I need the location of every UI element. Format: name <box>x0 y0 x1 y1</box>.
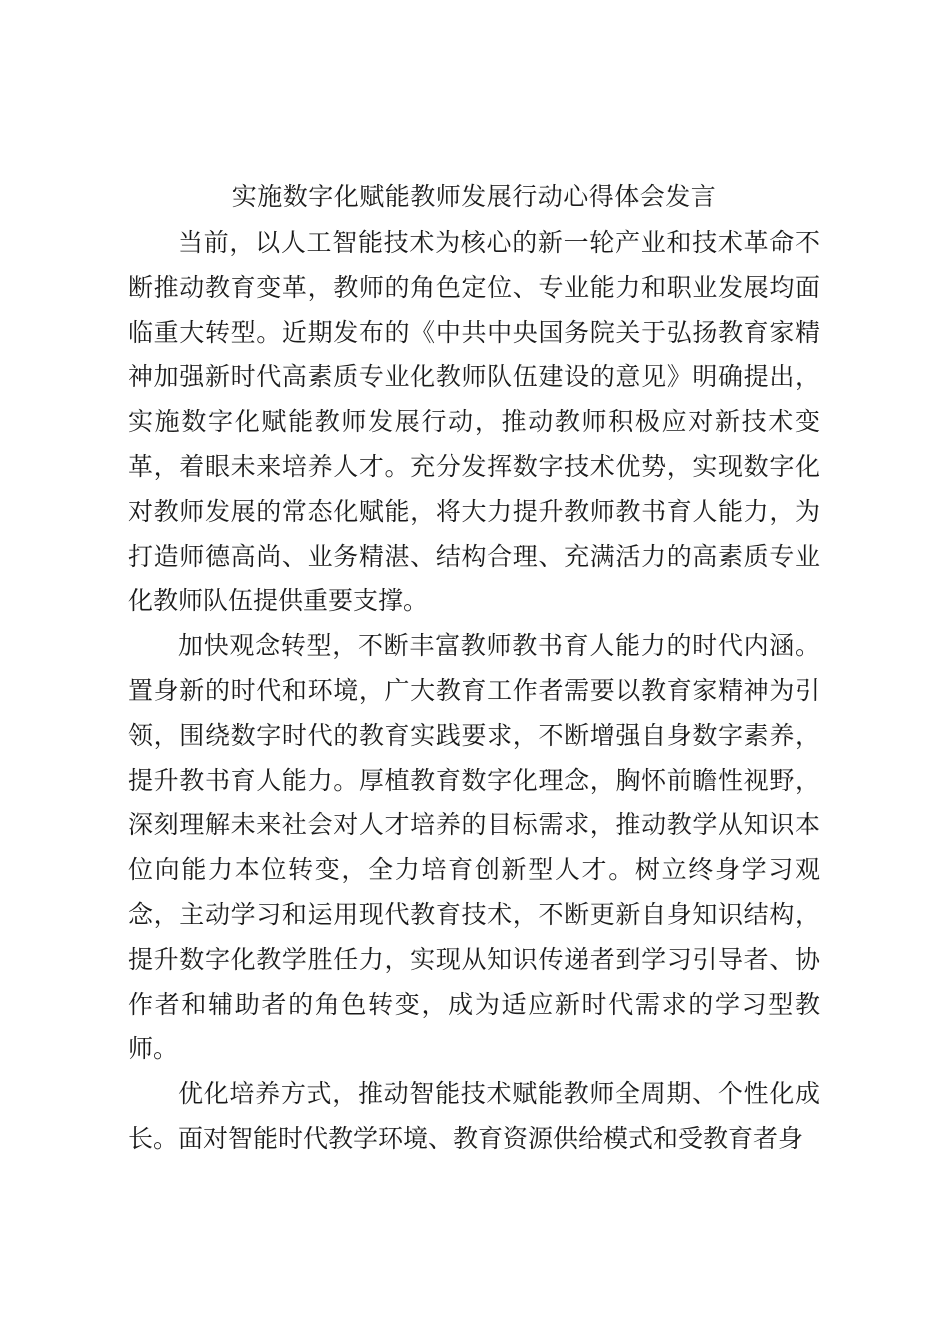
paragraph-training-methods: 优化培养方式，推动智能技术赋能教师全周期、个性化成长。面对智能时代教学环境、教育资源供给模式和受教育者身 <box>128 1079 820 1153</box>
paragraph-intro: 当前，以人工智能技术为核心的新一轮产业和技术革命不断推动教育变革，教师的角色定位、专业能力和职业发展均面临重大转型。近期发布的《中共中央国务院关于弘扬教育家精神加强新时代高素质专业化教师队伍建设的意见》明确提出，实施数字化赋能教师发展行动，推动教师积极应对新技术变革，着眼未来培养人才。充分发挥数字技术优势，实现数字化对教师发展的常态化赋能，将大力提升教师教书育人能力，为打造师德高尚、业务精湛、结构合理、充满活力的高素质专业化教师队伍提供重要支撑。 <box>128 228 820 616</box>
document-title: 实施数字化赋能教师发展行动心得体会发言 <box>231 182 717 211</box>
paragraph-concept-transformation: 加快观念转型，不断丰富教师教书育人能力的时代内涵。置身新的时代和环境，广大教育工作者需要以教育家精神为引领，围绕数字时代的教育实践要求，不断增强自身数字素养，提升教书育人能力。厚植教育数字化理念，胸怀前瞻性视野，深刻理解未来社会对人才培养的目标需求，推动教学从知识本位向能力本位转变，全力培育创新型人才。树立终身学习观念，主动学习和运用现代教育技术，不断更新自身知识结构，提升数字化教学胜任力，实现从知识传递者到学习引导者、协作者和辅助者的角色转变，成为适应新时代需求的学习型教师。 <box>128 631 820 1064</box>
document-body <box>128 175 820 1162</box>
